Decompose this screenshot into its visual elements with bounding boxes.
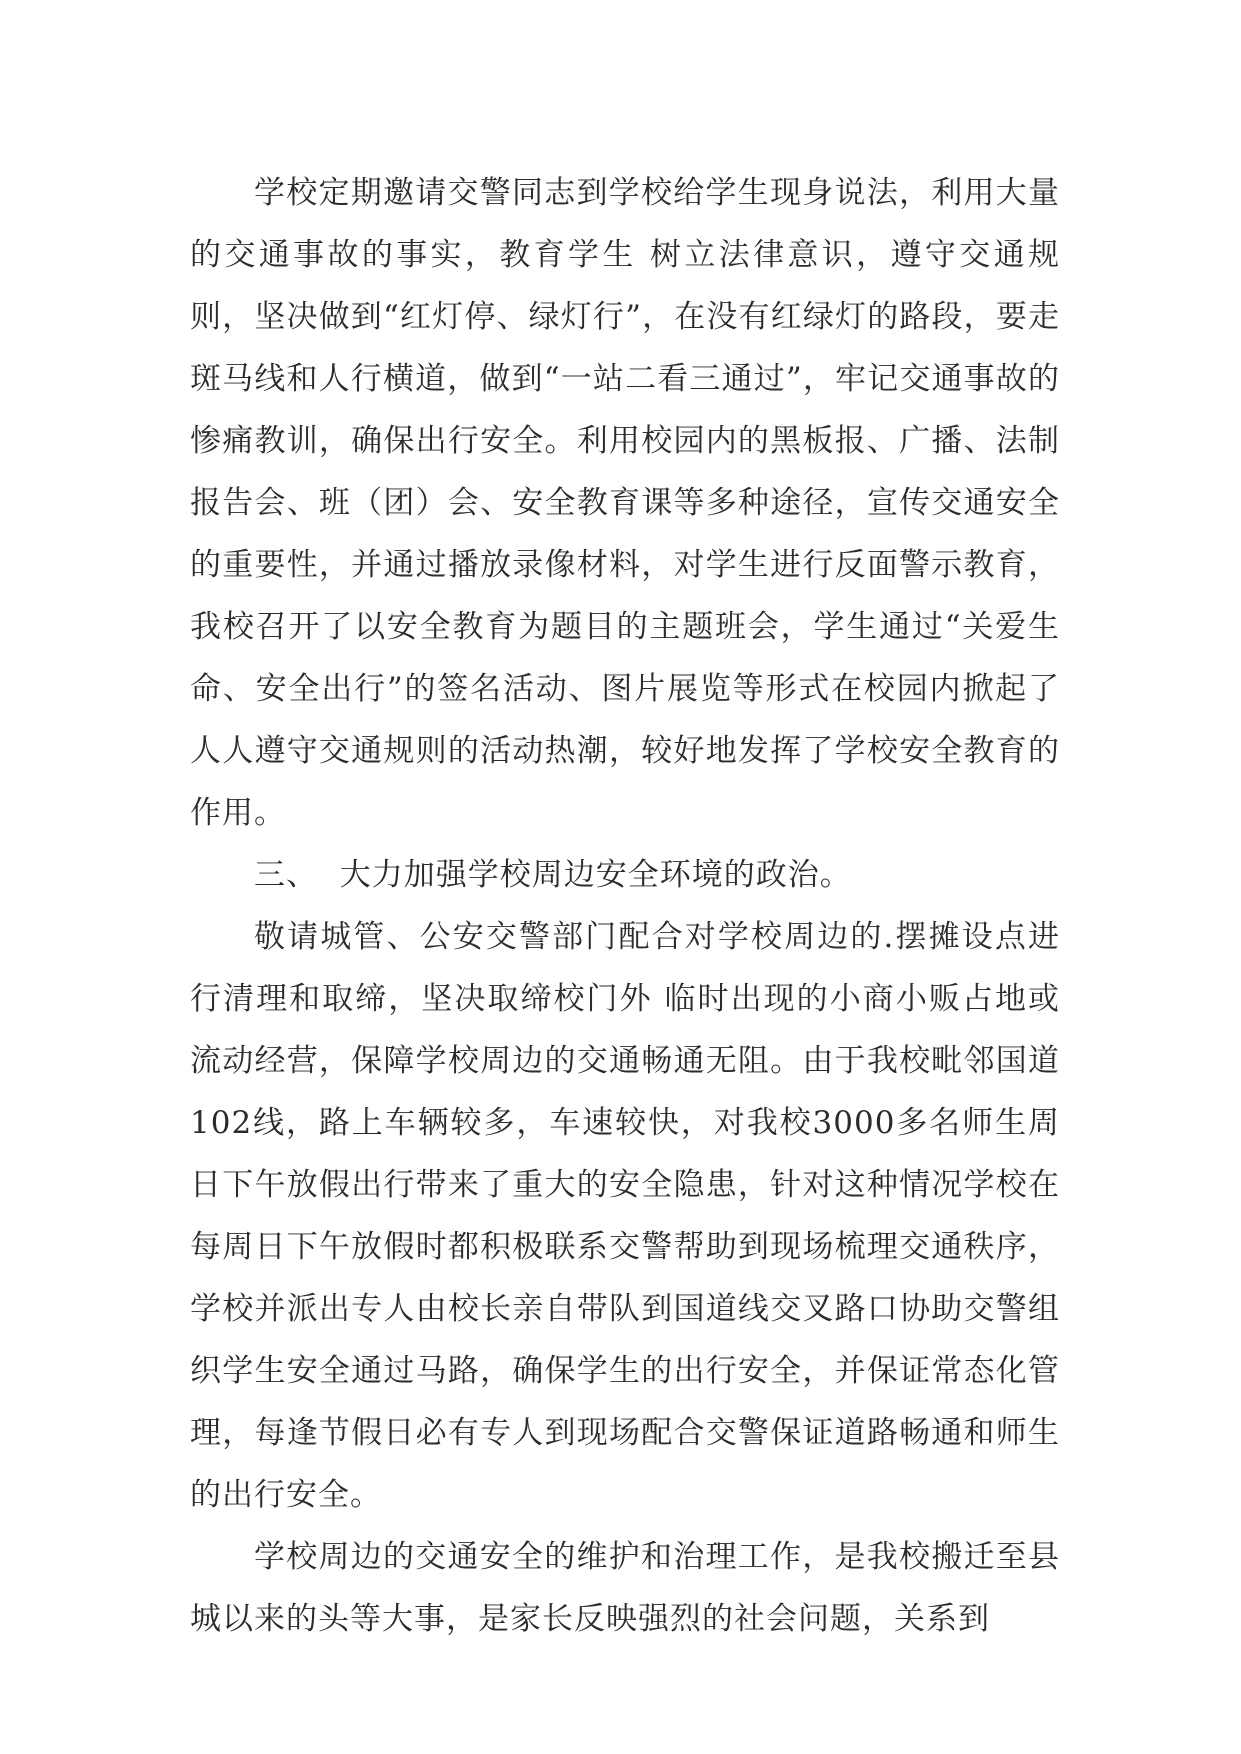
paragraph-surrounding-environment: 敬请城管、公安交警部门配合对学校周边的.摆摊设点进行清理和取缔，坚决取缔校门外 临时出现的小商小贩占地或流动经营，保障学校周边的交通畅通无阻。由于我校毗邻国道102线，路上车辆较多，车速较快，对我校3000多名师生周日下午放假出行带来了重大的安全隐患，针对这种情况学校在每周日下午放假时都积极联系交警帮助到现场梳理交通秩序，学校并派出专人由校长亲自带队到国道线交叉路口协助交警组织学生安全通过马路，确保学生的出行安全，并保证常态化管理，每逢节假日必有专人到现场配合交警保证道路畅通和师生的出行安全。: [190, 919, 1060, 1513]
section-heading-3: 三、 大力加强学校周边安全环境的政治。: [254, 857, 852, 893]
document-body: [190, 162, 1060, 1650]
paragraph-traffic-education: 学校定期邀请交警同志到学校给学生现身说法，利用大量的交通事故的事实，教育学生 树立法律意识，遵守交通规则，坚决做到“红灯停、绿灯行”，在没有红绿灯的路段，要走斑马线和人行横道，做到“一站二看三通过”，牢记交通事故的惨痛教训，确保出行安全。利用校园内的黑板报、广播、法制报告会、班（团）会、安全教育课等多种途径，宣传交通安全的重要性，并通过播放录像材料，对学生进行反面警示教育，我校召开了以安全教育为题目的主题班会，学生通过“关爱生命、安全出行”的签名活动、图片展览等形式在校园内掀起了人人遵守交通规则的活动热潮，较好地发挥了学校安全教育的作用。: [190, 175, 1060, 831]
paragraph-traffic-safety-maintenance: 学校周边的交通安全的维护和治理工作，是我校搬迁至县城以来的头等大事，是家长反映强烈的社会问题，关系到: [190, 1539, 1060, 1637]
